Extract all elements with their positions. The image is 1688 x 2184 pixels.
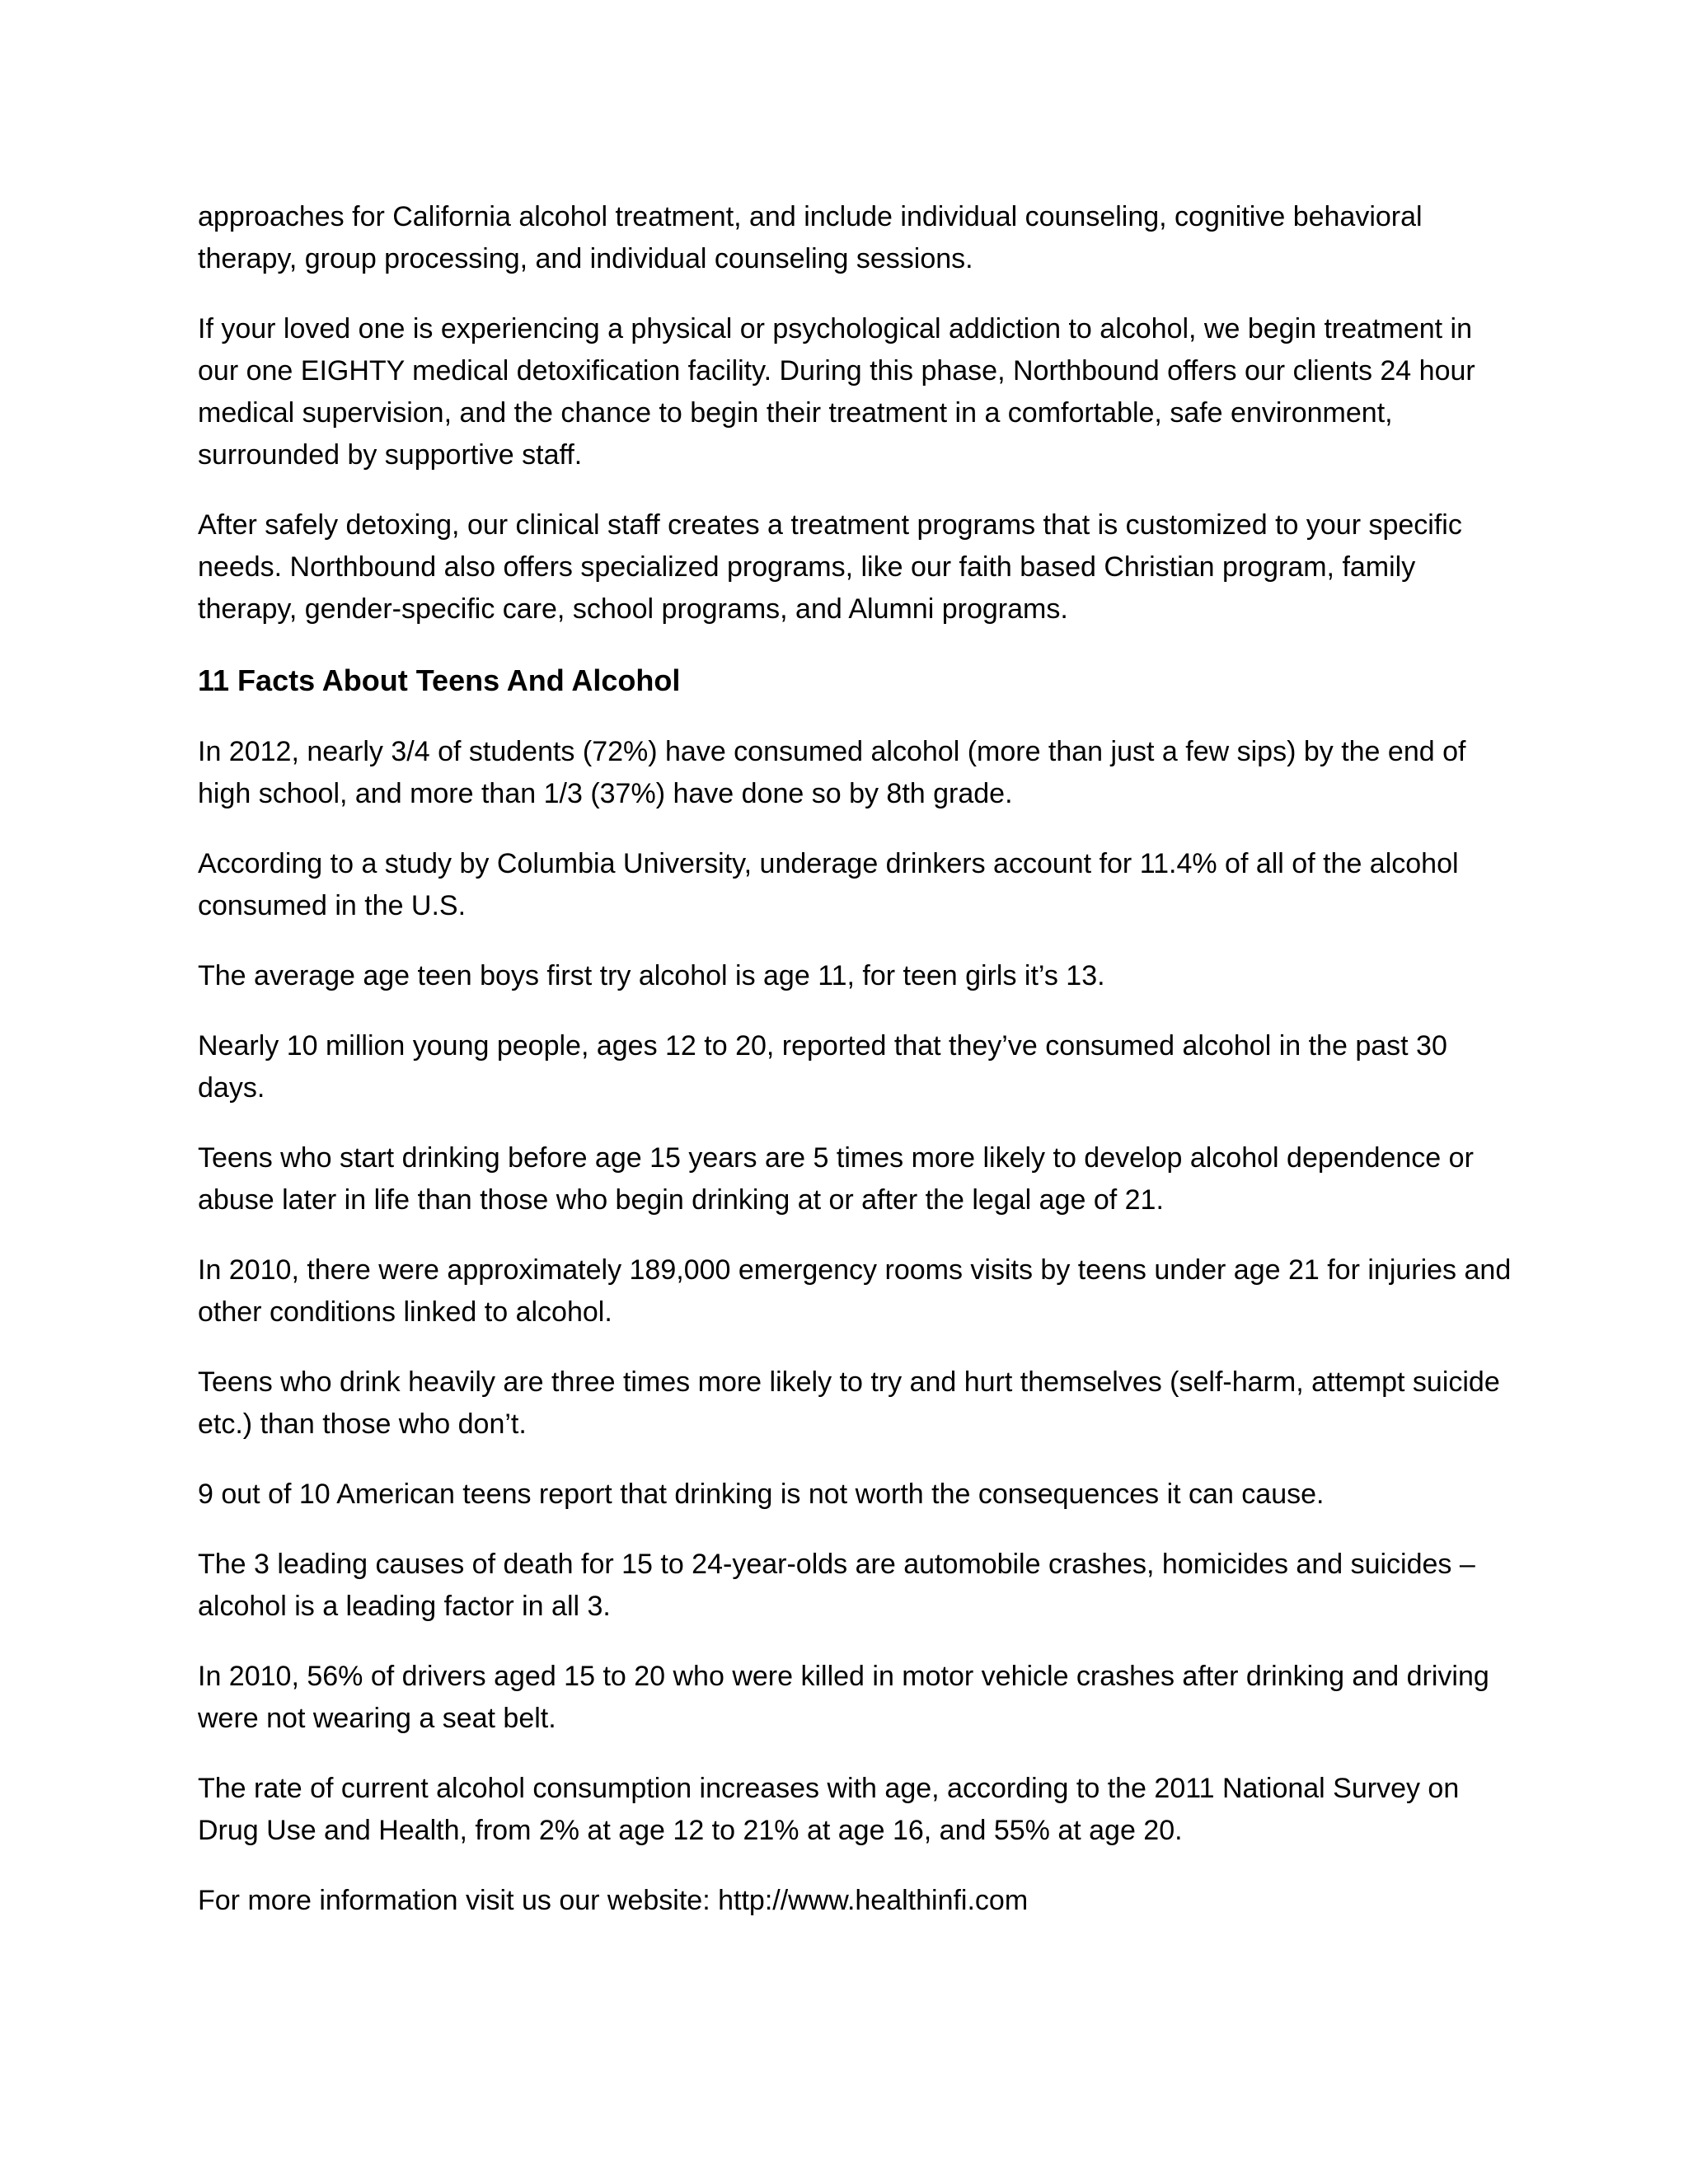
fact-paragraph: Teens who start drinking before age 15 years are 5 times more likely to develop alcohol dependence or abuse later in life than those who begin drinking at or after the legal age of 21. bbox=[198, 1142, 1474, 1216]
fact-paragraph: In 2012, nearly 3/4 of students (72%) have consumed alcohol (more than just a few sips) by the end of high school, and more than 1/3 (37%) have done so by 8th grade. bbox=[198, 736, 1466, 809]
intro-paragraph: After safely detoxing, our clinical staff creates a treatment programs that is customized to your specific needs. Northbound also offers specialized programs, like our faith based Christian program, family therapy, gender-specific care, school programs, and Alumni programs. bbox=[198, 509, 1462, 625]
fact-paragraph: In 2010, there were approximately 189,000 emergency rooms visits by teens under age 21 for injuries and other conditions linked to alcohol. bbox=[198, 1254, 1512, 1328]
fact-paragraph: 9 out of 10 American teens report that drinking is not worth the consequences it can cause. bbox=[198, 1479, 1325, 1510]
section-heading: 11 Facts About Teens And Alcohol bbox=[198, 663, 681, 697]
fact-paragraph: In 2010, 56% of drivers aged 15 to 20 who were killed in motor vehicle crashes after drinking and driving were not wearing a seat belt. bbox=[198, 1661, 1489, 1734]
fact-paragraph: The rate of current alcohol consumption increases with age, according to the 2011 National Survey on Drug Use and Health, from 2% at age 12 to 21% at age 16, and 55% at age 20. bbox=[198, 1773, 1460, 1846]
intro-paragraph: approaches for California alcohol treatment, and include individual counseling, cognitive behavioral therapy, group processing, and individual counseling sessions. bbox=[198, 201, 1423, 274]
fact-paragraph: Nearly 10 million young people, ages 12 to 20, reported that they’ve consumed alcohol in the past 30 days. bbox=[198, 1030, 1447, 1104]
fact-paragraph: According to a study by Columbia University, underage drinkers account for 11.4% of all of the alcohol consumed in the U.S. bbox=[198, 848, 1459, 921]
fact-paragraph: The average age teen boys first try alcohol is age 11, for teen girls it’s 13. bbox=[198, 960, 1105, 991]
fact-paragraph: Teens who drink heavily are three times more likely to try and hurt themselves (self-harm, attempt suicide etc.) than those who don’t. bbox=[198, 1366, 1500, 1440]
intro-paragraph: If your loved one is experiencing a physical or psychological addiction to alcohol, we begin treatment in our one EIGHTY medical detoxification facility. During this phase, Northbound offers our clients 24 hour medical supervision, and the chance to begin their treatment in a comfortable, safe environment, surrounded by supportive staff. bbox=[198, 313, 1475, 471]
fact-paragraph: The 3 leading causes of death for 15 to 24-year-olds are automobile crashes, homicides and suicides – alcohol is a leading factor in all 3. bbox=[198, 1549, 1475, 1622]
document-page bbox=[198, 196, 1517, 1950]
footer-website-text: For more information visit us our website: http://www.healthinfi.com bbox=[198, 1885, 1029, 1916]
